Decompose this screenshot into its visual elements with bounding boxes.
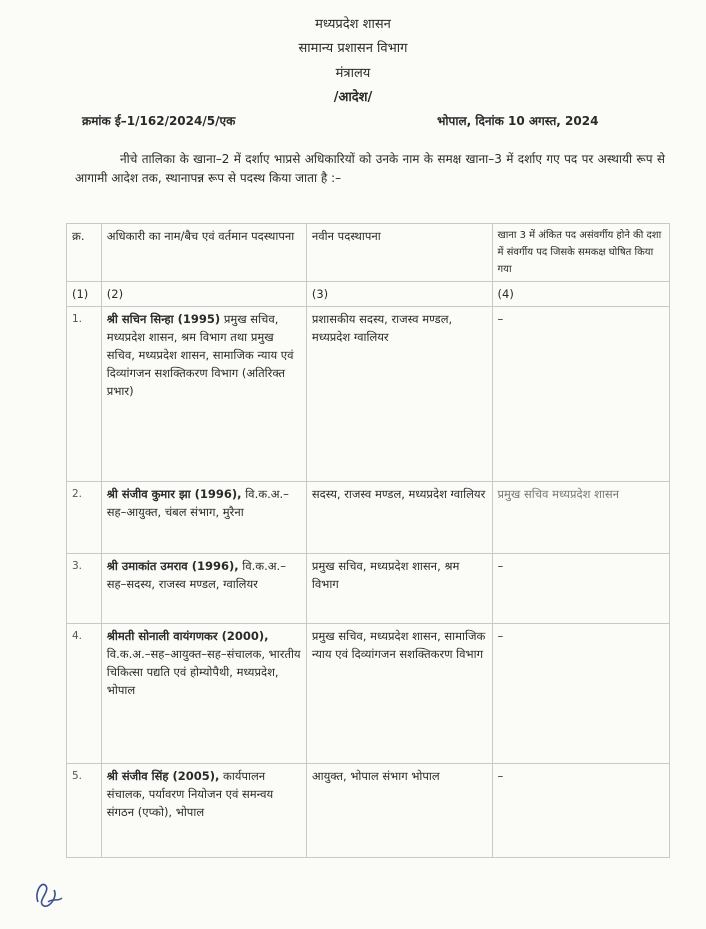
table-header-row xyxy=(67,224,670,282)
ministry-title: मंत्रालय xyxy=(335,66,371,81)
order-number: क्रमांक ई–1/162/2024/5/एक xyxy=(82,114,236,128)
intro-text: नीचे तालिका के खाना–2 में दर्शाए भाप्रसे अधिकारियों को उनके नाम के समक्ष खाना–3 में दर्शाए गए पद पर अस्थायी रूप से आगामी आदेश तक, स्थानापन्न रूप से पदस्थ किया जाता है :– xyxy=(75,152,665,185)
order-title: /आदेश/ xyxy=(333,90,373,105)
intro-paragraph xyxy=(75,150,665,188)
current-posting: प्रमुख सचिव, मध्यप्रदेश शासन, श्रम विभाग तथा प्रमुख सचिव, मध्यप्रदेश शासन, सामाजिक न्याय एवं दिव्यांगजन सशक्तिकरण विभाग (अतिरिक्त प्रभार) xyxy=(106,312,294,398)
initials-signature-icon xyxy=(28,872,68,912)
col-number: (4) xyxy=(492,282,669,307)
header-col3: नवीन पदस्थापना xyxy=(306,224,492,282)
officer-cell xyxy=(101,554,306,624)
equivalent-post: – xyxy=(492,764,669,858)
officer-cell xyxy=(101,764,306,858)
header-col1: क्र. xyxy=(67,224,102,282)
table-row xyxy=(67,307,670,482)
col-number: (2) xyxy=(101,282,306,307)
equivalent-post: – xyxy=(492,554,669,624)
officer-name: श्री संजीव कुमार झा (1996), xyxy=(106,487,242,501)
officer-cell xyxy=(101,624,306,764)
current-posting: वि.क.अ.–सह–आयुक्त–सह–संचालक, भारतीय चिकित्सा पद्यति एवं होम्योपैथी, मध्यप्रदेश, भोपाल xyxy=(106,647,301,697)
table-row xyxy=(67,764,670,858)
department-title: सामान्य प्रशासन विभाग xyxy=(298,41,408,56)
col-number: (1) xyxy=(67,282,102,307)
posting-table xyxy=(66,223,670,858)
table-row xyxy=(67,554,670,624)
equivalent-post: – xyxy=(492,624,669,764)
place-date: भोपाल, दिनांक 10 अगस्त, 2024 xyxy=(437,114,599,128)
header-col2: अधिकारी का नाम/बैच एवं वर्तमान पदस्थापना xyxy=(101,224,306,282)
serial-number: 1. xyxy=(67,307,102,482)
govt-title: मध्यप्रदेश शासन xyxy=(315,17,391,32)
column-number-row xyxy=(67,282,670,307)
officer-cell xyxy=(101,307,306,482)
current-posting: वि.क.अ.–सह–आयुक्त, चंबल संभाग, मुरैना xyxy=(106,487,289,519)
new-posting: प्रमुख सचिव, मध्यप्रदेश शासन, सामाजिक न्याय एवं दिव्यांगजन सशक्तिकरण विभाग xyxy=(306,624,492,764)
officer-name: श्री संजीव सिंह (2005), xyxy=(106,769,220,783)
serial-number: 3. xyxy=(67,554,102,624)
serial-number: 2. xyxy=(67,482,102,554)
col-number: (3) xyxy=(306,282,492,307)
table-row xyxy=(67,624,670,764)
serial-number: 4. xyxy=(67,624,102,764)
table-row xyxy=(67,482,670,554)
new-posting: सदस्य, राजस्व मण्डल, मध्यप्रदेश ग्वालियर xyxy=(306,482,492,554)
current-posting: वि.क.अ.–सह–सदस्य, राजस्व मण्डल, ग्वालियर xyxy=(106,559,286,591)
new-posting: आयुक्त, भोपाल संभाग भोपाल xyxy=(306,764,492,858)
current-posting: कार्यपालन संचालक, पर्यावरण नियोजन एवं समन्वय संगठन (एप्को), भोपाल xyxy=(106,769,274,819)
officer-name: श्रीमती सोनाली वायंगणकर (2000), xyxy=(106,629,269,643)
header-col4: खाना 3 में अंकित पद असंवर्गीय होने की दशा में संवर्गीय पद जिसके समकक्ष घोषित किया गया xyxy=(492,224,669,282)
new-posting: प्रमुख सचिव, मध्यप्रदेश शासन, श्रम विभाग xyxy=(306,554,492,624)
equivalent-post: प्रमुख सचिव मध्यप्रदेश शासन xyxy=(492,482,669,554)
new-posting: प्रशासकीय सदस्य, राजस्व मण्डल, मध्यप्रदेश ग्वालियर xyxy=(306,307,492,482)
officer-name: श्री सचिन सिन्हा (1995) xyxy=(106,312,221,326)
officer-cell xyxy=(101,482,306,554)
equivalent-post: – xyxy=(492,307,669,482)
officer-name: श्री उमाकांत उमराव (1996), xyxy=(106,559,239,573)
serial-number: 5. xyxy=(67,764,102,858)
